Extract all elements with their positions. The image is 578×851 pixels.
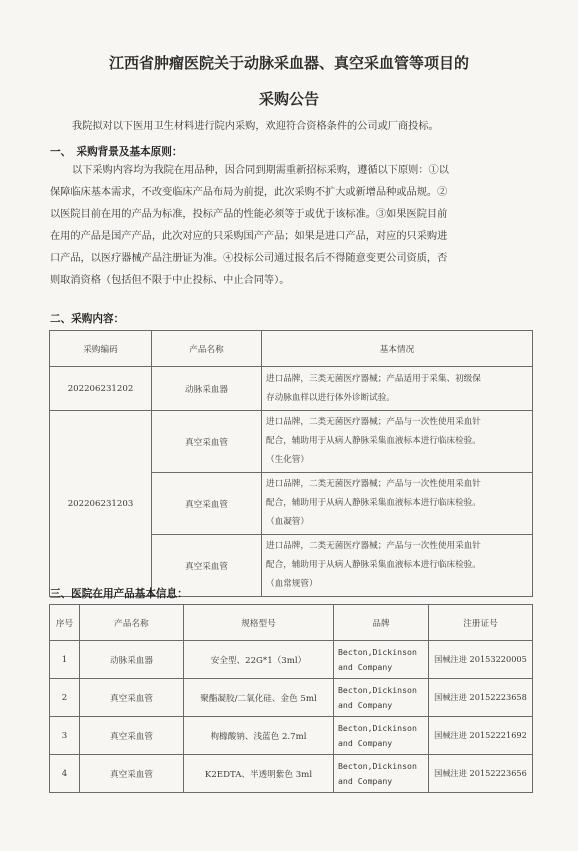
- basic-info-line: 存动脉血样以进行体外诊断试验。: [266, 392, 395, 403]
- row-number: 4: [50, 755, 80, 793]
- column-header: 注册证号: [429, 605, 533, 641]
- table-row: [50, 411, 533, 473]
- registration-number: 国械注进 20152223658: [429, 679, 533, 717]
- product-name: 真空采血管: [152, 411, 262, 473]
- section1-heading: 一、 采购背景及基本原则：: [50, 146, 183, 158]
- section3-heading: 三、医院在用产品基本信息：: [50, 588, 188, 600]
- row-number: 2: [50, 679, 80, 717]
- brand-line: Becton,Dickinson: [338, 684, 417, 695]
- intro-paragraph: 我院拟对以下医用卫生材料进行院内采购，欢迎符合资格条件的公司或厂商投标。: [72, 121, 439, 132]
- product-name: 真空采血管: [152, 473, 262, 535]
- document-title-line1: 江西省肿瘤医院关于动脉采血器、真空采血管等项目的: [108, 54, 469, 72]
- column-header: 产品名称: [80, 605, 184, 641]
- section2-heading: 二、采购内容：: [50, 313, 125, 325]
- section1-line: 在用的产品是国产产品，此次对应的只采购国产产品；如果是进口产品，对应的只采购进: [50, 231, 448, 242]
- basic-info-line: （生化管）: [266, 455, 309, 465]
- basic-info-line: 进口品牌，二类无菌医疗器械；产品与一次性使用采血针: [266, 417, 481, 427]
- product-name: 真空采血管: [80, 679, 184, 717]
- table-header-row: [50, 605, 533, 641]
- section1-line: 则取消资格（包括但不限于中止投标、中止合同等）。: [50, 275, 290, 286]
- brand-line: and Company: [338, 737, 393, 748]
- product-name: 动脉采血器: [152, 367, 262, 411]
- spec-model: 枸橼酸钠、浅蓝色 2.7ml: [184, 717, 334, 755]
- procurement-code: 202206231203: [50, 411, 152, 597]
- brand: [334, 679, 429, 717]
- product-name: 真空采血管: [80, 755, 184, 793]
- section1-line: 以下采购内容均为我院在用品种，因合同到期需重新招标采购，遵循以下原则：①以: [72, 165, 449, 176]
- basic-info-line: 进口品牌，二类无菌医疗器械；产品与一次性使用采血针: [266, 541, 481, 551]
- column-header: 品牌: [334, 605, 429, 641]
- table-row: [50, 717, 533, 755]
- registration-number: 国械注进 20152221692: [429, 717, 533, 755]
- brand-line: and Company: [338, 661, 393, 672]
- column-header: 产品名称: [152, 331, 262, 367]
- product-name: 动脉采血器: [80, 641, 184, 679]
- column-header: 规格型号: [184, 605, 334, 641]
- basic-info-line: 配合，辅助用于从病人静脉采集血液标本进行临床检验。: [266, 436, 481, 446]
- spec-model: 聚酯凝胶/二氧化硅、金色 5ml: [184, 679, 334, 717]
- brand-line: Becton,Dickinson: [338, 760, 417, 771]
- brand-line: Becton,Dickinson: [338, 646, 417, 657]
- row-number: 1: [50, 641, 80, 679]
- basic-info-line: （血凝管）: [266, 517, 309, 527]
- column-header: 序号: [50, 605, 80, 641]
- registration-number: 国械注进 20153220005: [429, 641, 533, 679]
- product-name: 真空采血管: [152, 535, 262, 597]
- table-row: [50, 367, 533, 411]
- basic-info: [262, 411, 533, 473]
- product-name: 真空采血管: [80, 717, 184, 755]
- procurement-table: [49, 330, 533, 597]
- basic-info-line: 配合，辅助用于从病人静脉采集血液标本进行临床检验。: [266, 560, 481, 570]
- row-number: 3: [50, 717, 80, 755]
- brand-line: and Company: [338, 775, 393, 786]
- section1-line: 以医院目前在用的产品为标准，投标产品的性能必须等于或优于该标准。③如果医院目前: [50, 209, 448, 220]
- procurement-code: 202206231202: [50, 367, 152, 411]
- section1-line: 口产品，以医疗器械产品注册证为准。④投标公司通过报名后不得随意变更公司资质，否: [50, 253, 448, 264]
- column-header: 基本情况: [262, 331, 533, 367]
- basic-info: [262, 473, 533, 535]
- product-info-table: [49, 604, 533, 793]
- table-row: [50, 755, 533, 793]
- brand: [334, 717, 429, 755]
- column-header: 采购编码: [50, 331, 152, 367]
- table-row: [50, 679, 533, 717]
- spec-model: K2EDTA、半透明紫色 3ml: [184, 755, 334, 793]
- basic-info-line: 进口品牌，二类无菌医疗器械；产品与一次性使用采血针: [266, 479, 481, 489]
- brand: [334, 641, 429, 679]
- section1-line: 保障临床基本需求，不改变临床产品布局为前提，此次采购不扩大或新增品种或品规。②: [50, 187, 448, 198]
- basic-info-line: 配合，辅助用于从病人静脉采集血液标本进行临床检验。: [266, 498, 481, 508]
- spec-model: 安全型、22G*1（3ml）: [184, 641, 334, 679]
- table-row: [50, 641, 533, 679]
- brand: [334, 755, 429, 793]
- brand-line: Becton,Dickinson: [338, 722, 417, 733]
- registration-number: 国械注进 20152223656: [429, 755, 533, 793]
- document-title-line2: 采购公告: [258, 90, 319, 108]
- table-header-row: [50, 331, 533, 367]
- basic-info: [262, 535, 533, 597]
- brand-line: and Company: [338, 699, 393, 710]
- basic-info: [262, 367, 533, 411]
- basic-info-line: （血常规管）: [266, 579, 318, 589]
- basic-info-line: 进口品牌，三类无菌医疗器械；产品适用于采集、初级保: [266, 373, 481, 384]
